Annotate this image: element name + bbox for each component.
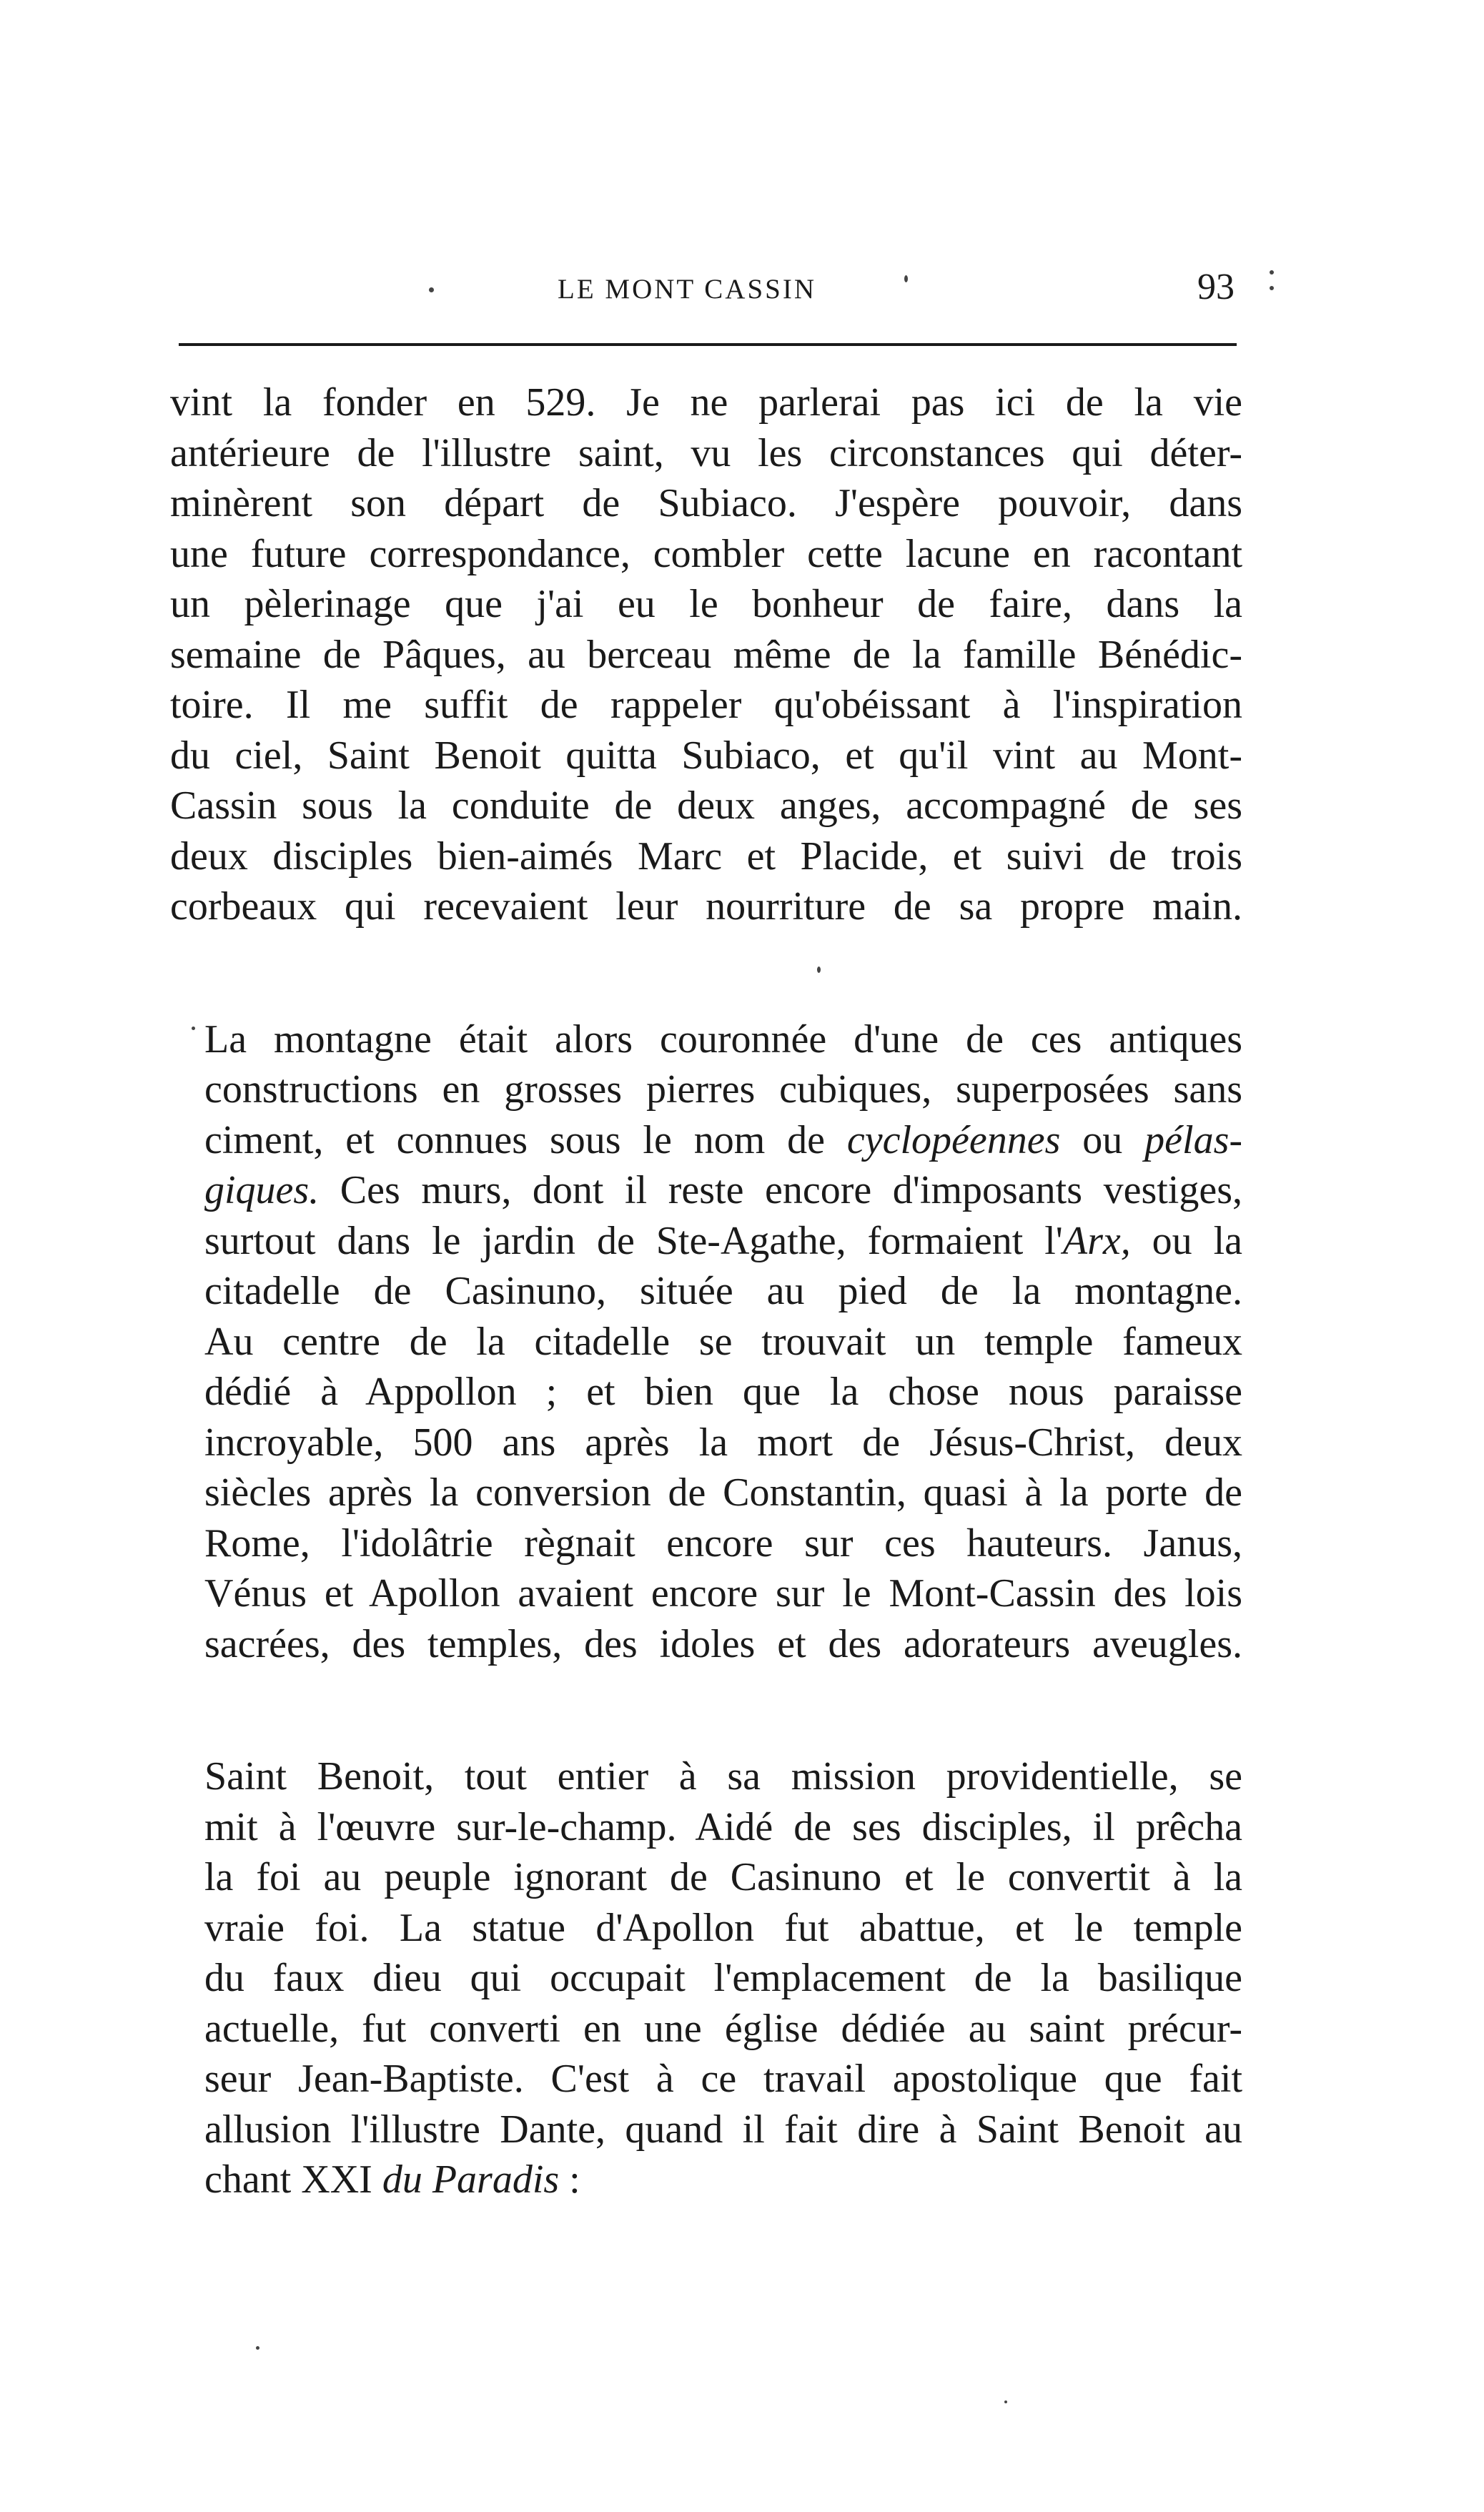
text-line: corbeaux qui recevaient leur nourriture de sa propre main.: [170, 884, 1242, 929]
paragraph-3: [170, 1751, 1242, 2205]
text-line: Au centre de la citadelle se trouvait un temple fameux: [204, 1319, 1242, 1364]
print-speck: [1270, 286, 1274, 290]
text-line: citadelle de Casinuno, située au pied de la montagne.: [204, 1269, 1242, 1313]
text-line: [170, 1165, 1242, 1216]
text-line: dédié à Appollon ; et bien que la chose nous paraisse: [204, 1370, 1242, 1414]
text-line: Rome, l'idolâtrie règnait encore sur ces hauteurs. Janus,: [204, 1520, 1242, 1566]
italic-term: du Paradis: [382, 2157, 560, 2202]
text-line: minèrent son départ de Subiaco. J'espère pouvoir, dans: [170, 481, 1242, 525]
text-line: Cassin sous la conduite de deux anges, accompagné de ses: [170, 783, 1242, 828]
text-line: un pèlerinage que j'ai eu le bonheur de faire, dans la: [170, 582, 1242, 626]
print-speck: [192, 1027, 195, 1030]
header-rule: [179, 343, 1237, 346]
text-line: du ciel, Saint Benoit quitta Subiaco, et qu'il vint au Mont-: [170, 733, 1242, 778]
text-segment: ou: [1082, 1117, 1123, 1162]
text-line: La montagne était alors couronnée d'une de ces antiques: [204, 1017, 1242, 1062]
paragraph-2: [170, 1014, 1242, 1670]
text-line: la foi au peuple ignorant de Casinuno et le convertit à la: [204, 1855, 1242, 1899]
text-line: allusion l'illustre Dante, quand il fait dire à Saint Benoit au: [204, 2107, 1242, 2152]
text-segment: Ces murs, dont il reste encore d'imposants vestiges,: [340, 1168, 1242, 1212]
text-line: antérieure de l'illustre saint, vu les circonstances qui déter-: [170, 430, 1242, 475]
text-segment: ciment, et connues sous le nom de: [204, 1117, 826, 1162]
text-line: Vénus et Apollon avaient encore sur le Mont-Cassin des lois: [204, 1571, 1242, 1616]
text-segment: chant XXI: [204, 2157, 372, 2202]
text-line: actuelle, fut converti en une église dédiée au saint précur-: [204, 2006, 1242, 2051]
print-speck: [256, 2346, 259, 2350]
running-title: LE MONT CASSIN: [558, 274, 816, 305]
italic-term: cyclopéennes: [846, 1117, 1061, 1162]
text-line: deux disciples bien-aimés Marc et Placide, et suivi de trois: [170, 834, 1242, 879]
text-line: mit à l'œuvre sur-le-champ. Aidé de ses disciples, il prêcha: [204, 1804, 1242, 1849]
text-line: Saint Benoit, tout entier à sa mission providentielle, se: [204, 1754, 1242, 1799]
italic-term: giques.: [204, 1168, 320, 1212]
text-segment: :: [569, 2157, 580, 2202]
text-line: sacrées, des temples, des idoles et des adorateurs aveugles.: [204, 1621, 1242, 1666]
text-line: vraie foi. La statue d'Apollon fut abattue, et le temple: [204, 1905, 1242, 1950]
print-speck: [1004, 2400, 1007, 2403]
text-line: semaine de Pâques, au berceau même de la famille Bénédic-: [170, 632, 1242, 677]
page-number: 93: [1197, 267, 1235, 307]
text-segment: ou la: [1152, 1218, 1242, 1263]
italic-term: pélas-: [1144, 1117, 1243, 1162]
italic-term: Arx,: [1062, 1218, 1131, 1263]
text-line: vint la fonder en 529. Je ne parlerai pas ici de la vie: [170, 380, 1242, 425]
print-speck: [429, 287, 434, 292]
print-speck: [817, 966, 821, 973]
print-speck: [904, 275, 908, 282]
text-segment: surtout dans le jardin de Ste-Agathe, formaient l': [204, 1218, 1063, 1263]
text-line: [170, 1216, 1242, 1267]
text-line: seur Jean-Baptiste. C'est à ce travail apostolique que fait: [204, 2057, 1242, 2101]
text-line: siècles après la conversion de Constantin, quasi à la porte de: [204, 1470, 1242, 1515]
text-line: toire. Il me suffit de rappeler qu'obéissant à l'inspiration: [170, 683, 1242, 727]
print-speck: [1270, 270, 1274, 275]
text-line: [170, 1115, 1242, 1166]
text-line: constructions en grosses pierres cubiques, superposées sans: [204, 1067, 1242, 1112]
body-text: [170, 377, 1242, 2205]
text-line: incroyable, 500 ans après la mort de Jésus-Christ, deux: [204, 1420, 1242, 1465]
text-line: [170, 2155, 1242, 2205]
text-line: du faux dieu qui occupait l'emplacement de la basilique: [204, 1956, 1242, 2000]
paragraph-1: [170, 377, 1242, 932]
text-line: une future correspondance, combler cette lacune en racontant: [170, 531, 1242, 576]
